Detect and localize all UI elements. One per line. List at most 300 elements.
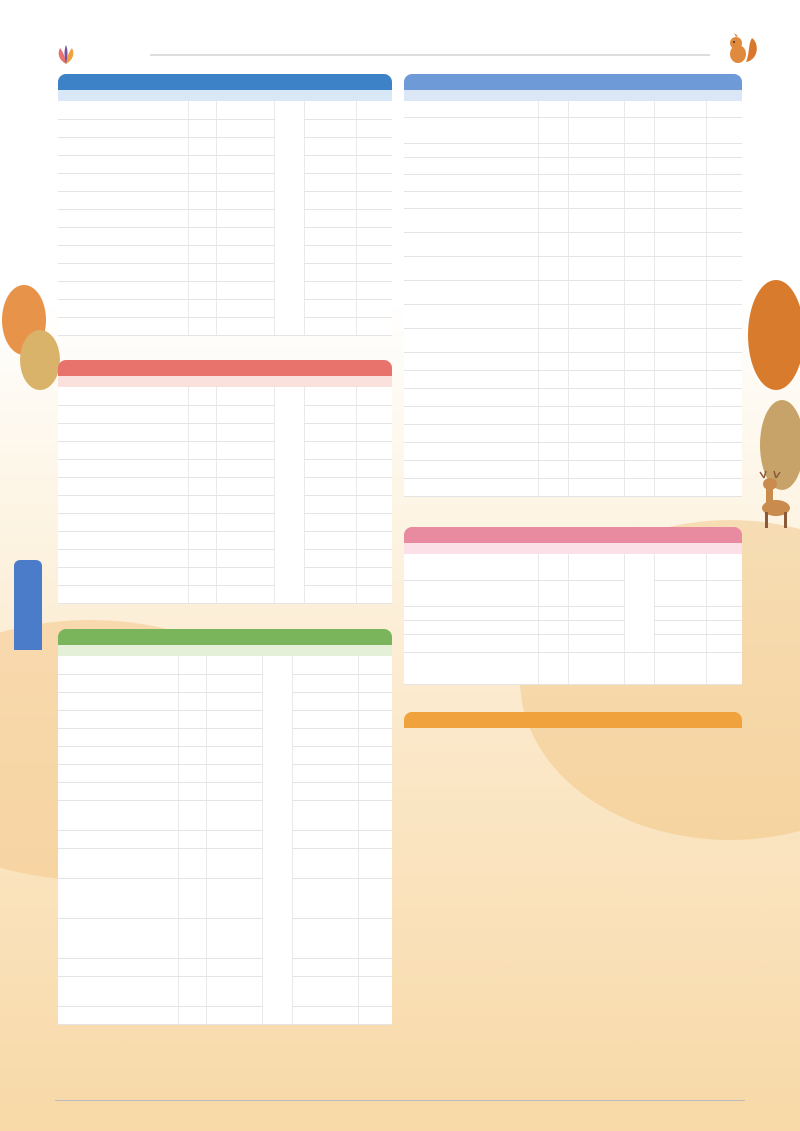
- course-room: [706, 554, 742, 580]
- course-material: [292, 674, 358, 692]
- table-row: [58, 746, 392, 764]
- course-material: [304, 155, 356, 173]
- pro-section: [404, 74, 742, 497]
- course-day: [188, 155, 216, 173]
- course-room: [706, 191, 742, 208]
- course-time: [568, 634, 624, 652]
- course-room: [358, 782, 392, 800]
- course-name: [404, 442, 538, 460]
- course-fee: [624, 424, 654, 442]
- course-day: [538, 554, 568, 580]
- course-room: [356, 209, 392, 227]
- col-header-day: [178, 645, 206, 656]
- course-time: [206, 878, 262, 918]
- footer-divider: [55, 1100, 745, 1101]
- course-room: [706, 280, 742, 304]
- course-time: [206, 674, 262, 692]
- table-row: [404, 580, 742, 606]
- course-time: [206, 800, 262, 830]
- table-row: [58, 531, 392, 549]
- course-material: [292, 848, 358, 878]
- course-room: [356, 137, 392, 155]
- table-row: [58, 1006, 392, 1024]
- course-day: [538, 304, 568, 328]
- course-day: [538, 328, 568, 352]
- course-material: [292, 692, 358, 710]
- course-day: [188, 281, 216, 299]
- course-room: [706, 208, 742, 232]
- course-material: [292, 976, 358, 1006]
- course-name: [404, 328, 538, 352]
- col-header-day: [188, 376, 216, 387]
- course-material: [304, 299, 356, 317]
- course-room: [706, 370, 742, 388]
- table-row: [58, 477, 392, 495]
- course-room: [356, 459, 392, 477]
- course-room: [356, 281, 392, 299]
- course-day: [178, 746, 206, 764]
- table-row: [58, 173, 392, 191]
- course-day: [188, 317, 216, 335]
- table-row: [404, 191, 742, 208]
- section-title: [404, 712, 742, 728]
- course-time: [216, 423, 274, 441]
- course-time: [568, 580, 624, 606]
- course-material: [304, 173, 356, 191]
- course-fee: [624, 143, 654, 157]
- col-header-time: [568, 543, 624, 554]
- table-row: [404, 232, 742, 256]
- course-time: [568, 478, 624, 496]
- course-day: [538, 117, 568, 143]
- col-header-room: [706, 90, 742, 101]
- course-room: [358, 746, 392, 764]
- course-room: [706, 304, 742, 328]
- col-header-name: [58, 376, 188, 387]
- course-room: [356, 387, 392, 405]
- table-row: [58, 656, 392, 674]
- course-day: [188, 495, 216, 513]
- course-day: [188, 513, 216, 531]
- course-time: [216, 137, 274, 155]
- course-name: [404, 620, 538, 634]
- table-row: [404, 460, 742, 478]
- course-fee: [262, 656, 292, 1024]
- course-day: [188, 567, 216, 585]
- course-material: [292, 728, 358, 746]
- course-material: [304, 477, 356, 495]
- course-name: [58, 656, 178, 674]
- table-row: [404, 634, 742, 652]
- col-header-day: [188, 90, 216, 101]
- course-day: [538, 406, 568, 424]
- course-time: [568, 554, 624, 580]
- col-header-time: [216, 376, 274, 387]
- course-fee: [624, 370, 654, 388]
- course-time: [568, 304, 624, 328]
- course-day: [178, 848, 206, 878]
- table-row: [404, 101, 742, 117]
- course-material: [292, 746, 358, 764]
- course-name: [404, 554, 538, 580]
- course-day: [178, 830, 206, 848]
- course-fee: [624, 280, 654, 304]
- course-room: [356, 245, 392, 263]
- course-day: [178, 1006, 206, 1024]
- course-material: [304, 567, 356, 585]
- col-header-material: [292, 645, 358, 656]
- col-header-time: [216, 90, 274, 101]
- course-material: [292, 918, 358, 958]
- course-room: [706, 101, 742, 117]
- lang-table: [58, 376, 392, 604]
- table-row: [404, 328, 742, 352]
- course-room: [356, 477, 392, 495]
- course-time: [206, 746, 262, 764]
- course-name: [58, 728, 178, 746]
- course-fee: [624, 554, 654, 652]
- course-day: [178, 782, 206, 800]
- course-day: [538, 620, 568, 634]
- course-time: [206, 764, 262, 782]
- course-material: [304, 263, 356, 281]
- course-day: [188, 101, 216, 119]
- table-row: [404, 117, 742, 143]
- course-fee: [624, 328, 654, 352]
- course-name: [58, 848, 178, 878]
- table-row: [404, 208, 742, 232]
- course-room: [356, 495, 392, 513]
- course-material: [654, 424, 706, 442]
- course-name: [58, 299, 188, 317]
- course-room: [356, 101, 392, 119]
- course-time: [206, 782, 262, 800]
- course-fee: [274, 387, 304, 603]
- course-day: [538, 280, 568, 304]
- table-row: [58, 317, 392, 335]
- course-time: [568, 442, 624, 460]
- course-day: [188, 531, 216, 549]
- course-name: [58, 531, 188, 549]
- course-time: [206, 710, 262, 728]
- course-material: [304, 549, 356, 567]
- flower-logo-icon: [55, 44, 77, 66]
- course-fee: [624, 208, 654, 232]
- course-name: [58, 782, 178, 800]
- course-material: [292, 764, 358, 782]
- course-room: [706, 406, 742, 424]
- course-day: [188, 137, 216, 155]
- culture-table: [58, 645, 392, 1025]
- course-name: [58, 137, 188, 155]
- course-room: [356, 441, 392, 459]
- section-title: [58, 629, 392, 645]
- course-room: [358, 692, 392, 710]
- course-material: [292, 782, 358, 800]
- course-room: [706, 232, 742, 256]
- course-room: [706, 580, 742, 606]
- course-name: [404, 256, 538, 280]
- course-name: [58, 281, 188, 299]
- course-material: [654, 117, 706, 143]
- course-room: [356, 173, 392, 191]
- course-room: [706, 117, 742, 143]
- course-name: [404, 117, 538, 143]
- course-fee: [624, 304, 654, 328]
- course-name: [58, 423, 188, 441]
- table-row: [404, 352, 742, 370]
- col-header-material: [304, 90, 356, 101]
- course-material: [292, 710, 358, 728]
- course-name: [58, 227, 188, 245]
- table-row: [58, 976, 392, 1006]
- course-material: [304, 281, 356, 299]
- course-day: [178, 728, 206, 746]
- course-name: [404, 101, 538, 117]
- table-row: [404, 256, 742, 280]
- table-row: [58, 281, 392, 299]
- course-room: [706, 143, 742, 157]
- pro-table: [404, 90, 742, 497]
- table-row: [58, 423, 392, 441]
- table-row: [58, 674, 392, 692]
- course-name: [58, 800, 178, 830]
- course-day: [538, 460, 568, 478]
- course-day: [538, 606, 568, 620]
- course-room: [358, 958, 392, 976]
- course-material: [654, 370, 706, 388]
- course-room: [356, 513, 392, 531]
- course-time: [568, 280, 624, 304]
- course-day: [538, 442, 568, 460]
- course-time: [216, 281, 274, 299]
- course-room: [356, 119, 392, 137]
- course-time: [216, 299, 274, 317]
- course-fee: [624, 117, 654, 143]
- course-day: [178, 656, 206, 674]
- course-name: [58, 1006, 178, 1024]
- table-row: [404, 554, 742, 580]
- course-time: [216, 495, 274, 513]
- col-header-day: [538, 543, 568, 554]
- table-row: [58, 459, 392, 477]
- course-room: [358, 800, 392, 830]
- course-name: [58, 477, 188, 495]
- course-time: [568, 352, 624, 370]
- course-time: [216, 263, 274, 281]
- course-name: [404, 143, 538, 157]
- course-material: [654, 580, 706, 606]
- course-day: [188, 119, 216, 137]
- course-material: [304, 495, 356, 513]
- table-row: [404, 478, 742, 496]
- course-day: [188, 549, 216, 567]
- col-header-name: [58, 645, 178, 656]
- course-material: [654, 554, 706, 580]
- course-time: [568, 256, 624, 280]
- course-time: [216, 549, 274, 567]
- course-name: [58, 495, 188, 513]
- section-title: [58, 74, 392, 90]
- course-name: [58, 830, 178, 848]
- course-day: [538, 580, 568, 606]
- course-day: [538, 256, 568, 280]
- course-material: [654, 352, 706, 370]
- course-day: [538, 208, 568, 232]
- course-name: [58, 119, 188, 137]
- table-row: [58, 101, 392, 119]
- course-fee: [624, 652, 654, 684]
- table-row: [58, 918, 392, 958]
- course-material: [304, 585, 356, 603]
- course-fee: [624, 256, 654, 280]
- course-fee: [624, 406, 654, 424]
- course-time: [568, 388, 624, 406]
- course-name: [58, 746, 178, 764]
- course-day: [188, 191, 216, 209]
- course-room: [356, 585, 392, 603]
- course-day: [188, 173, 216, 191]
- course-time: [216, 119, 274, 137]
- course-name: [58, 692, 178, 710]
- course-material: [304, 513, 356, 531]
- course-day: [538, 388, 568, 406]
- course-name: [58, 674, 178, 692]
- course-time: [206, 692, 262, 710]
- course-time: [216, 227, 274, 245]
- course-name: [58, 405, 188, 423]
- table-row: [58, 441, 392, 459]
- course-material: [654, 652, 706, 684]
- course-name: [58, 878, 178, 918]
- course-name: [404, 634, 538, 652]
- course-time: [216, 585, 274, 603]
- course-room: [358, 976, 392, 1006]
- course-room: [356, 567, 392, 585]
- course-time: [568, 460, 624, 478]
- course-room: [356, 423, 392, 441]
- header-logo: [55, 43, 83, 67]
- course-material: [654, 460, 706, 478]
- course-room: [358, 674, 392, 692]
- course-time: [568, 232, 624, 256]
- table-row: [58, 495, 392, 513]
- course-time: [206, 830, 262, 848]
- table-row: [58, 878, 392, 918]
- table-row: [58, 263, 392, 281]
- course-material: [292, 800, 358, 830]
- course-material: [304, 459, 356, 477]
- course-name: [58, 513, 188, 531]
- course-name: [404, 424, 538, 442]
- course-room: [356, 191, 392, 209]
- course-time: [206, 1006, 262, 1024]
- course-room: [358, 728, 392, 746]
- course-material: [654, 101, 706, 117]
- course-room: [356, 263, 392, 281]
- course-room: [706, 606, 742, 620]
- col-header-name: [404, 543, 538, 554]
- deer-illustration: [752, 470, 792, 530]
- course-name: [404, 580, 538, 606]
- course-time: [568, 406, 624, 424]
- table-row: [58, 567, 392, 585]
- course-material: [304, 405, 356, 423]
- course-name: [58, 173, 188, 191]
- course-time: [568, 143, 624, 157]
- saturday-table: [404, 543, 742, 685]
- col-header-name: [58, 90, 188, 101]
- course-time: [206, 728, 262, 746]
- course-room: [358, 710, 392, 728]
- course-room: [706, 442, 742, 460]
- course-time: [206, 918, 262, 958]
- building-illustration: [14, 560, 42, 650]
- course-material: [654, 304, 706, 328]
- course-name: [58, 101, 188, 119]
- table-row: [58, 764, 392, 782]
- table-row: [58, 958, 392, 976]
- it-section: [58, 74, 392, 336]
- course-room: [356, 227, 392, 245]
- course-material: [654, 328, 706, 352]
- course-day: [188, 387, 216, 405]
- table-row: [58, 549, 392, 567]
- course-name: [404, 652, 538, 684]
- course-name: [404, 460, 538, 478]
- col-header-room: [358, 645, 392, 656]
- col-header-name: [404, 90, 538, 101]
- course-name: [404, 606, 538, 620]
- course-material: [654, 143, 706, 157]
- course-time: [216, 101, 274, 119]
- col-header-fee: [624, 543, 654, 554]
- course-name: [404, 478, 538, 496]
- course-material: [304, 245, 356, 263]
- course-day: [188, 441, 216, 459]
- course-time: [216, 387, 274, 405]
- course-day: [538, 652, 568, 684]
- course-material: [654, 208, 706, 232]
- course-material: [304, 317, 356, 335]
- course-time: [568, 606, 624, 620]
- course-time: [216, 155, 274, 173]
- course-name: [58, 245, 188, 263]
- table-row: [58, 513, 392, 531]
- course-day: [178, 976, 206, 1006]
- course-room: [706, 157, 742, 174]
- course-day: [188, 423, 216, 441]
- col-header-time: [568, 90, 624, 101]
- course-time: [568, 157, 624, 174]
- course-room: [706, 174, 742, 191]
- course-name: [58, 567, 188, 585]
- table-row: [58, 782, 392, 800]
- course-day: [188, 245, 216, 263]
- course-name: [58, 317, 188, 335]
- course-time: [216, 513, 274, 531]
- col-header-day: [538, 90, 568, 101]
- course-room: [706, 328, 742, 352]
- table-row: [58, 119, 392, 137]
- course-room: [358, 830, 392, 848]
- section-title: [58, 360, 392, 376]
- course-name: [404, 388, 538, 406]
- course-time: [568, 191, 624, 208]
- course-material: [304, 531, 356, 549]
- course-time: [568, 117, 624, 143]
- course-fee: [624, 388, 654, 406]
